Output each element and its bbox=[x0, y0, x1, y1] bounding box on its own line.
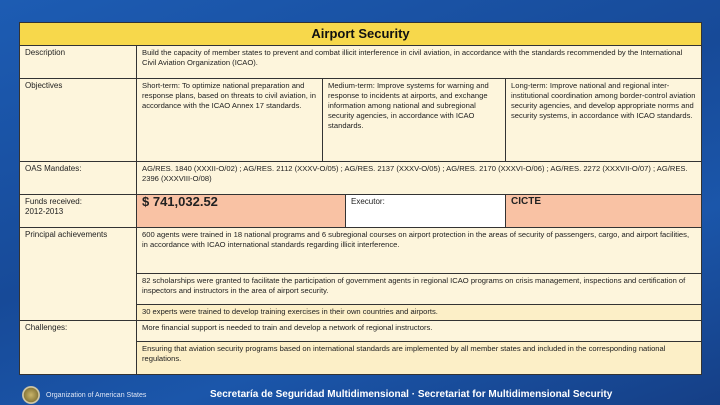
objective-short-term: Short-term: To optimize national preparation and response plans, based on threats to civil aviation, in accordance with the ICAO Annex 17 standards. bbox=[137, 79, 323, 162]
achievements-label: Principal achievements bbox=[20, 228, 137, 321]
achievement-item: 600 agents were trained in 18 national programs and 6 subregional courses on airport protection in the areas of security of passengers, cargo, and airport facilities, in accordance with ICAO international standards regarding illicit interference. bbox=[137, 228, 702, 274]
description-text: Build the capacity of member states to prevent and combat illicit interference in civil aviation, in accordance with the standards recommended by the International Civil Aviation Organization (ICAO). bbox=[137, 46, 702, 79]
mandates-label: OAS Mandates: bbox=[20, 162, 137, 195]
footer bbox=[20, 385, 720, 405]
airport-security-table bbox=[19, 22, 702, 375]
executor-label: Executor: bbox=[346, 195, 506, 228]
mandates-text: AG/RES. 1840 (XXXII-O/02) ; AG/RES. 2112 (XXXV-O/05) ; AG/RES. 2137 (XXXV-O/05) ; AG/RES. 2170 (XXXVI-O/06) ; AG/RES. 2272 (XXXVII-O/07) ; AG/RES. 2396 (XXXVIII-O/08) bbox=[137, 162, 702, 195]
org-name: Organization of American States bbox=[46, 392, 147, 399]
executor-value: CICTE bbox=[506, 195, 702, 228]
funds-label: Funds received: 2012-2013 bbox=[20, 195, 137, 228]
achievement-item: 82 scholarships were granted to facilitate the participation of government agents in regional ICAO programs on crisis management, inspections and certification of inspectors and instructors in the area of airport security. bbox=[137, 274, 702, 305]
achievement-item: 30 experts were trained to develop training exercises in their own countries and airports. bbox=[137, 305, 702, 321]
challenge-item: More financial support is needed to train and develop a network of regional instructors. bbox=[137, 321, 702, 342]
challenges-label: Challenges: bbox=[20, 321, 137, 375]
objective-medium-term: Medium-term: Improve systems for warning and response to incidents at airports, and exchange information among national and subregional security agencies, in accordance with ICAO standards. bbox=[323, 79, 506, 162]
table-title: Airport Security bbox=[20, 23, 702, 46]
description-label: Description bbox=[20, 46, 137, 79]
objectives-label: Objectives bbox=[20, 79, 137, 162]
secretariat-name: Secretaría de Seguridad Multidimensional · Secretariat for Multidimensional Security bbox=[210, 389, 613, 400]
objective-long-term: Long-term: Improve national and regional inter-institutional coordination among border-control aviation security agencies, and develop appropriate norms and security systems, in accordance with ICAO standards. bbox=[506, 79, 702, 162]
funds-amount: $ 741,032.52 bbox=[137, 195, 346, 228]
challenge-item: Ensuring that aviation security programs based on international standards are implemented by all member states and included in the corresponding national regulations. bbox=[137, 342, 702, 375]
oas-seal-logo bbox=[22, 386, 40, 404]
